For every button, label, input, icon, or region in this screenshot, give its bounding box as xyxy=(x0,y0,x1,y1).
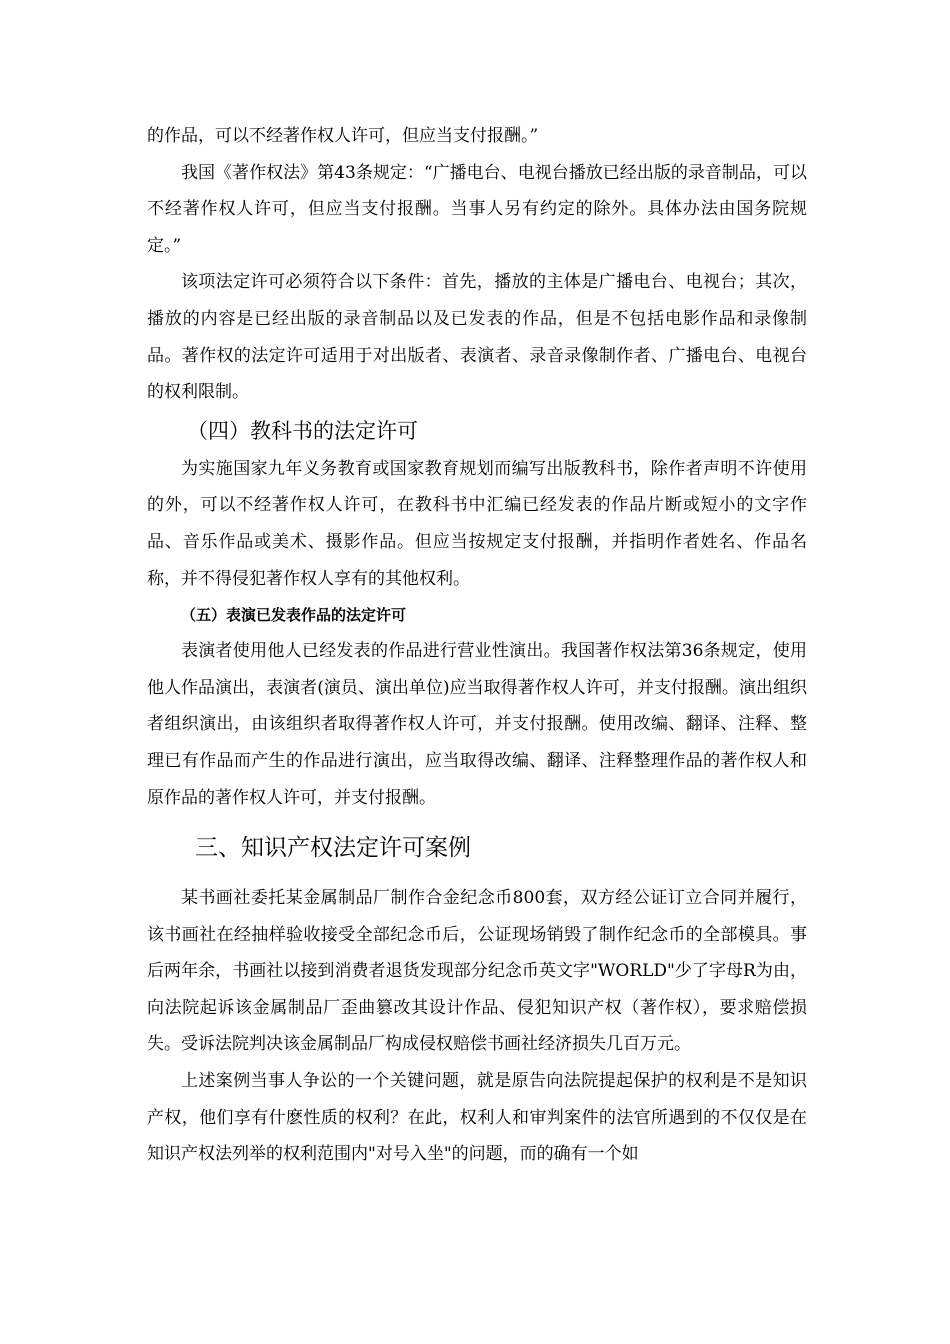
heading-performance-license: （五）表演已发表作品的法定许可 xyxy=(181,606,407,625)
paragraph-conditions: 该项法定许可必须符合以下条件：首先，播放的主体是广播电台、电视台；其次，播放的内容是已经出版的录音制品以及已发表的作品，但是不包括电影作品和录像制品。著作权的法定许可适用于对出版者、表演者、录音录像制作者、广播电台、电视台的权利限制。 xyxy=(147,272,807,403)
paragraph-analysis: 上述案例当事人争讼的一个关键问题，就是原告向法院提起保护的权利是不是知识产权，他们享有什麽性质的权利？在此，权利人和审判案件的法官所遇到的不仅仅是在知识产权法列举的权利范围内"对号入坐"的问题，而的确有一个如 xyxy=(147,1071,807,1165)
paragraph-performance: 表演者使用他人已经发表的作品进行营业性演出。我国著作权法第36条规定，使用他人作品演出，表演者(演员、演出单位)应当取得著作权人许可，并支付报酬。演出组织者组织演出，由该组织者取得著作权人许可，并支付报酬。使用改编、翻译、注释、整理已有作品而产生的作品进行演出，应当取得改编、翻译、注释整理作品的著作权人和原作品的著作权人许可，并支付报酬。 xyxy=(147,641,807,808)
paragraph-article-43: 我国《著作权法》第43条规定：“广播电台、电视台播放已经出版的录音制品，可以不经著作权人许可，但应当支付报酬。当事人另有约定的除外。具体办法由国务院规定。” xyxy=(147,162,807,256)
heading-textbook-license: （四）教科书的法定许可 xyxy=(187,418,418,443)
paragraph-textbook: 为实施国家九年义务教育或国家教育规划而编写出版教科书，除作者声明不许使用的外，可以不经著作权人许可，在教科书中汇编已经发表的作品片断或短小的文字作品、音乐作品或美术、摄影作品。但应当按规定支付报酬，并指明作者姓名、作品名称，并不得侵犯著作权人享有的其他权利。 xyxy=(147,458,807,589)
paragraph-case: 某书画社委托某金属制品厂制作合金纪念币800套，双方经公证订立合同并履行，该书画社在经抽样验收接受全部纪念币后，公证现场销毁了制作纪念币的全部模具。事后两年余，书画社以接到消费者退货发现部分纪念币英文字"WORLD"少了字母R为由，向法院起诉该金属制品厂歪曲篡改其设计作品、侵犯知识产权（著作权），要求赔偿损失。受诉法院判决该金属制品厂构成侵权赔偿书画社经济损失几百万元。 xyxy=(147,888,807,1055)
paragraph-continuation: 的作品，可以不经著作权人许可，但应当支付报酬。” xyxy=(147,126,539,146)
document-page xyxy=(147,118,807,1173)
section-heading-cases: 三、知识产权法定许可案例 xyxy=(195,835,471,862)
